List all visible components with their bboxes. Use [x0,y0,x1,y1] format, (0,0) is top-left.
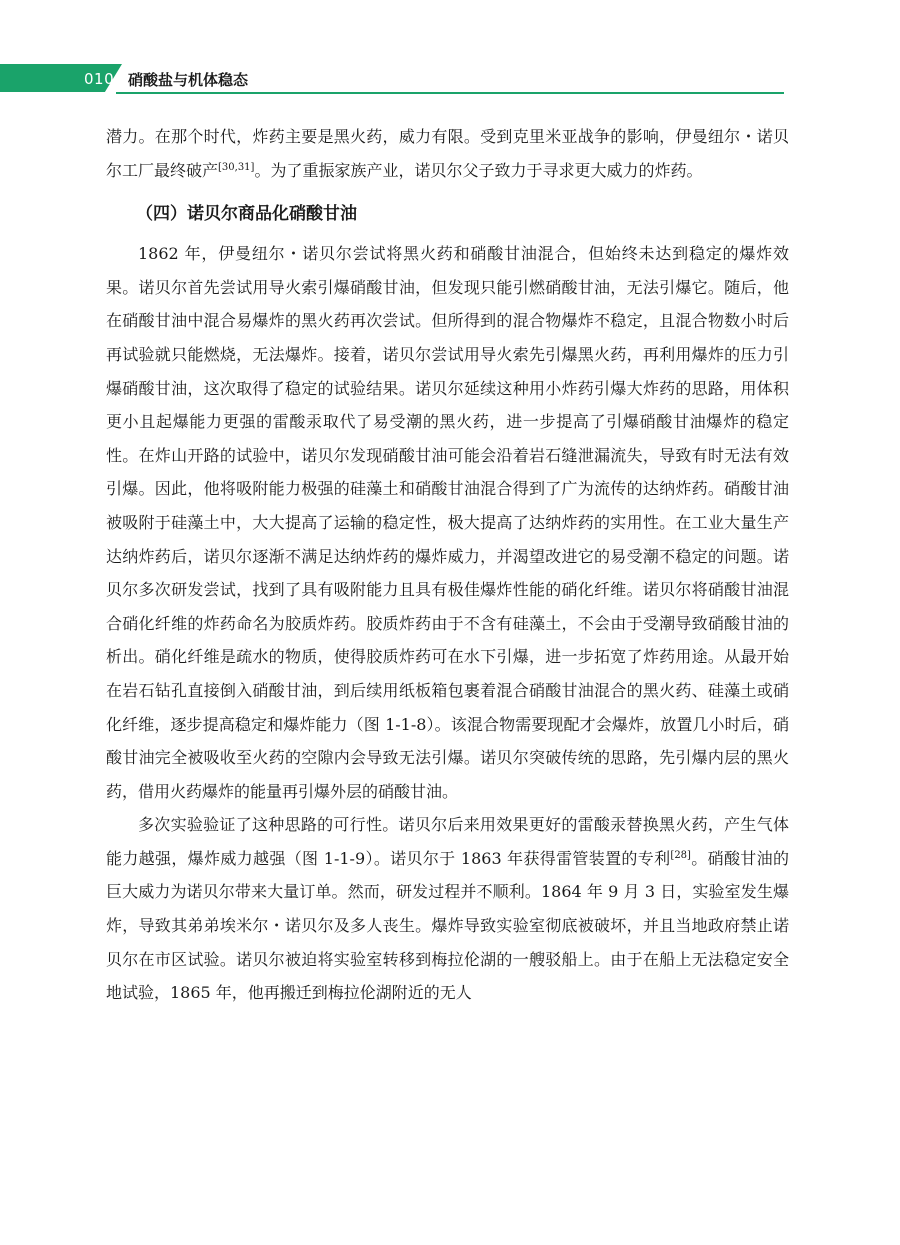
paragraph-intro [106,120,789,187]
citation-28: [28] [670,849,691,861]
paragraph-2-text-1: 多次实验验证了这种思路的可行性。诺贝尔后来用效果更好的雷酸汞替换黑火药，产生气体能力越强，爆炸威力越强（图 1-1-9）。诺贝尔于 1863 年获得雷管装置的专利 [106,815,789,868]
page-body [106,120,789,1010]
header-rule [116,92,784,94]
page-number: 010 [84,70,115,88]
section-heading: （四）诺贝尔商品化硝酸甘油 [136,204,357,225]
paragraph-intro-text-2: 。为了重振家族产业，诺贝尔父子致力于寻求更大威力的炸药。 [254,160,703,180]
paragraph-intro-text-1: 潜力。在那个时代，炸药主要是黑火药，威力有限。受到克里米亚战争的影响，伊曼纽尔・诺贝尔工厂最终破产 [106,127,789,180]
citation-30-31: [30,31] [218,161,255,173]
paragraph-2-text-2: 。硝酸甘油的巨大威力为诺贝尔带来大量订单。然而，研发过程并不顺利。1864 年 9 月 3 日，实验室发生爆炸，导致其弟弟埃米尔・诺贝尔及多人丧生。爆炸导致实验室彻底被破坏，并且当地政府禁止诺贝尔在市区试验。诺贝尔被迫将实验室转移到梅拉伦湖的一艘驳船上。由于在船上无法稳定安全地试验，1865 年，他再搬迁到梅拉伦湖附近的无人 [106,848,789,1003]
paragraph-1: 1862 年，伊曼纽尔・诺贝尔尝试将黑火药和硝酸甘油混合，但始终未达到稳定的爆炸效果。诺贝尔首先尝试用导火索引爆硝酸甘油，但发现只能引燃硝酸甘油，无法引爆它。随后，他在硝酸甘油中混合易爆炸的黑火药再次尝试。但所得到的混合物爆炸不稳定，且混合物数小时后再试验就只能燃烧，无法爆炸。接着，诺贝尔尝试用导火索先引爆黑火药，再利用爆炸的压力引爆硝酸甘油，这次取得了稳定的试验结果。诺贝尔延续这种用小炸药引爆大炸药的思路，用体积更小且起爆能力更强的雷酸汞取代了易受潮的黑火药，进一步提高了引爆硝酸甘油爆炸的稳定性。在炸山开路的试验中，诺贝尔发现硝酸甘油可能会沿着岩石缝泄漏流失，导致有时无法有效引爆。因此，他将吸附能力极强的硅藻土和硝酸甘油混合得到了广为流传的达纳炸药。硝酸甘油被吸附于硅藻土中，大大提高了运输的稳定性，极大提高了达纳炸药的实用性。在工业大量生产达纳炸药后，诺贝尔逐渐不满足达纳炸药的爆炸威力，并渴望改进它的易受潮不稳定的问题。诺贝尔多次研发尝试，找到了具有吸附能力且具有极佳爆炸性能的硝化纤维。诺贝尔将硝酸甘油混合硝化纤维的炸药命名为胶质炸药。胶质炸药由于不含有硅藻土，不会由于受潮导致硝酸甘油的析出。硝化纤维是疏水的物质，使得胶质炸药可在水下引爆，进一步拓宽了炸药用途。从最开始在岩石钻孔直接倒入硝酸甘油，到后续用纸板箱包裹着混合硝酸甘油混合的黑火药、硅藻土或硝化纤维，逐步提高稳定和爆炸能力（图 1-1-8）。该混合物需要现配才会爆炸，放置几小时后，硝酸甘油完全被吸收至火药的空隙内会导致无法引爆。诺贝尔突破传统的思路，先引爆内层的黑火药，借用火药爆炸的能量再引爆外层的硝酸甘油。 [106,244,789,801]
paragraph-2 [106,808,789,1010]
running-title: 硝酸盐与机体稳态 [128,71,249,89]
running-header [0,64,900,94]
